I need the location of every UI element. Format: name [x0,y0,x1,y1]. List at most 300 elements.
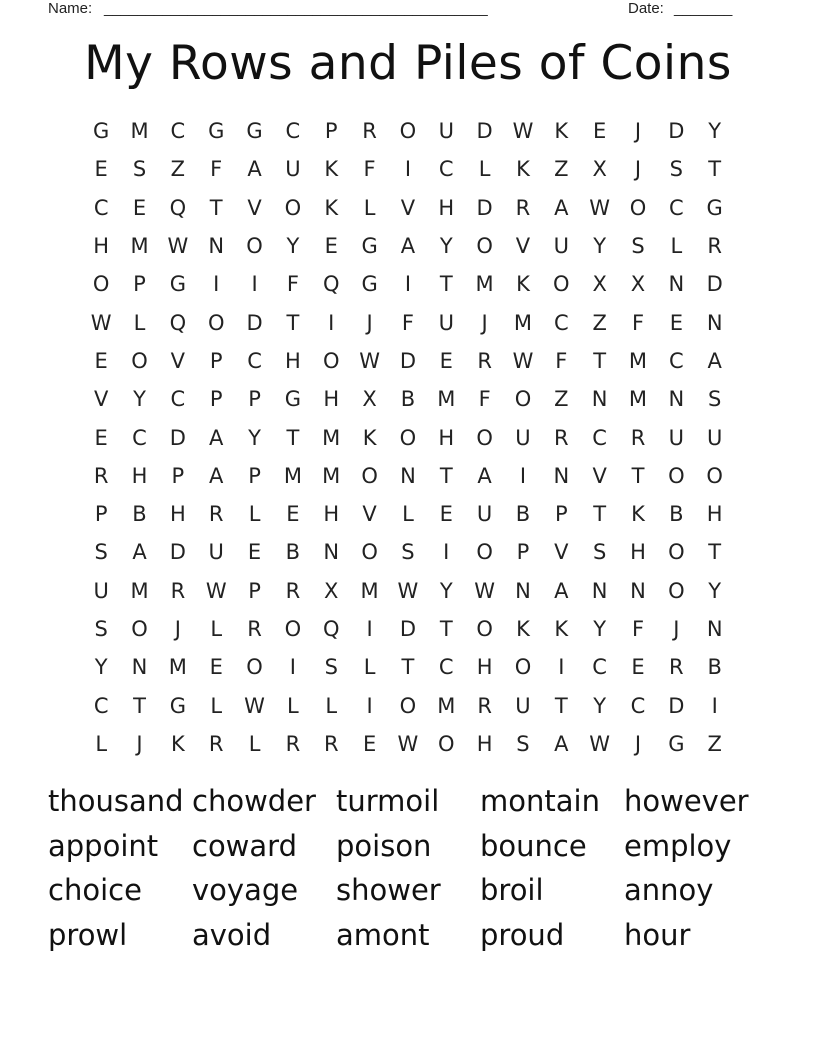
grid-letter: V [362,502,377,527]
grid-letter: T [133,693,146,718]
grid-letter: Z [707,731,722,756]
grid-letter: B [669,502,684,527]
grid-letter: V [554,540,569,565]
name-blank-line: ______________________________________________ [104,0,488,17]
grid-letter: H [323,387,340,412]
grid-letter: J [673,617,680,641]
grid-letter: Y [708,578,722,603]
grid-letter: I [404,272,412,297]
word-bank-item: thousand [48,784,184,818]
grid-letter: O [553,272,570,297]
grid-letter: A [554,578,569,603]
grid-letter: P [94,502,108,527]
grid-letter: A [132,540,147,565]
grid-letter: H [131,463,148,488]
grid-letter: S [94,540,108,565]
grid-letter: W [474,578,495,603]
word-bank-item: voyage [192,873,299,908]
grid-letter: L [133,310,146,335]
grid-letter: Y [439,234,453,259]
grid-letter: F [363,157,376,182]
grid-letter: K [554,617,569,641]
grid-letter: Y [708,119,722,144]
grid-letter: V [592,463,607,488]
grid-letter: S [516,731,530,756]
grid-letter: C [553,310,569,335]
grid-letter: N [323,540,340,565]
grid-letter: M [322,463,341,488]
word-bank-item: annoy [624,873,714,908]
grid-letter: E [669,310,683,335]
grid-letter: E [593,119,607,144]
grid-letter: E [439,348,453,373]
grid-letter: D [476,195,493,220]
grid-letter: C [247,348,262,373]
grid-letter: J [136,731,143,756]
grid-letter: U [208,540,224,565]
grid-letter: A [554,731,569,756]
grid-letter: O [476,617,493,641]
grid-letter: O [399,425,417,450]
grid-letter: B [515,502,531,527]
grid-letter: F [631,617,645,641]
grid-letter: P [554,502,568,527]
word-bank-item: employ [624,828,732,863]
grid-letter: N [668,387,685,412]
grid-letter: S [401,540,415,565]
grid-letter: E [94,157,108,182]
grid-letter: T [439,272,453,297]
grid-letter: R [285,731,301,756]
grid-letter: T [708,540,722,565]
grid-letter: V [400,195,416,220]
grid-letter: V [515,234,531,259]
grid-letter: G [706,195,723,220]
grid-letter: W [90,310,112,335]
grid-letter: Q [169,310,187,335]
grid-letter: S [132,157,147,182]
grid-letter: O [668,578,685,603]
grid-letter: W [397,731,419,756]
grid-letter: O [706,463,723,488]
grid-letter: N [553,463,570,488]
grid-letter: R [630,425,646,450]
grid-letter: I [711,693,718,718]
grid-letter: N [706,617,723,641]
word-bank-item: montain [480,784,600,818]
grid-letter: S [592,540,607,565]
grid-letter: R [93,463,109,488]
grid-letter: Z [554,157,569,182]
grid-letter: O [668,540,685,565]
grid-letter: L [287,693,299,718]
grid-letter: J [174,617,181,641]
grid-letter: M [283,463,302,488]
grid-letter: T [439,617,453,641]
grid-letter: O [438,731,455,756]
word-bank-item: chowder [192,784,316,818]
worksheet-header [48,0,748,20]
grid-letter: R [515,195,531,220]
word-bank-item: proud [480,918,565,953]
grid-letter: L [210,693,223,718]
grid-letter: F [210,157,223,182]
grid-letter: Y [133,387,146,412]
grid-letter: E [324,234,338,259]
grid-letter: R [477,348,492,373]
grid-letter: J [481,310,488,335]
grid-letter: N [668,272,685,297]
grid-letter: I [404,157,412,182]
grid-letter: H [169,502,186,527]
grid-letter: R [208,502,224,527]
grid-letter: U [553,234,569,259]
grid-letter: R [477,693,492,718]
grid-letter: P [248,578,261,603]
grid-letter: M [168,655,187,680]
grid-letter: E [439,502,453,527]
grid-letter: T [209,195,223,220]
grid-letter: Z [554,387,569,412]
page-title: My Rows and Piles of Coins [84,36,732,91]
grid-letter: B [132,502,147,527]
grid-letter: E [362,731,377,756]
grid-letter: Q [322,617,340,641]
grid-letter: R [707,234,722,259]
grid-letter: L [478,157,491,182]
grid-letter: R [323,731,339,756]
grid-letter: G [169,693,186,718]
grid-letter: O [629,195,647,220]
grid-letter: C [170,119,186,144]
grid-letter: R [362,119,377,144]
grid-letter: L [363,655,376,680]
grid-letter: H [476,655,493,680]
grid-letter: W [205,578,227,603]
word-bank-item: poison [336,828,432,863]
grid-letter: U [515,425,531,450]
grid-letter: O [131,348,148,373]
grid-letter: G [93,119,110,144]
grid-letter: L [210,617,223,641]
grid-letter: W [167,234,189,259]
grid-letter: X [630,272,646,297]
grid-letter: C [592,425,607,450]
grid-letter: H [93,234,110,259]
grid-letter: E [94,348,108,373]
grid-letter: T [439,463,453,488]
grid-letter: Y [248,425,261,450]
word-bank-item: amont [336,918,430,953]
grid-letter: U [438,119,454,144]
grid-letter: D [246,310,263,335]
grid-letter: E [247,540,262,565]
word-bank-item: prowl [48,918,128,953]
grid-letter: C [668,195,684,220]
grid-letter: O [207,310,225,335]
word-bank-item: hour [624,918,691,953]
grid-letter: O [476,234,493,259]
grid-letter: J [634,157,642,182]
grid-letter: M [437,693,456,718]
grid-letter: C [285,119,301,144]
grid-letter: U [668,425,685,450]
grid-letter: L [95,731,108,756]
grid-letter: L [248,502,261,527]
grid-letter: O [92,272,110,297]
grid-letter: U [706,425,723,450]
grid-letter: E [209,655,223,680]
grid-letter: P [209,348,223,373]
grid-letter: P [324,119,338,144]
grid-letter: Y [94,655,108,680]
grid-letter: E [631,655,645,680]
grid-letter: N [515,578,531,603]
grid-letter: O [399,693,417,718]
word-bank-item: broil [480,873,544,908]
grid-letter: X [324,578,339,603]
grid-letter: M [130,234,149,259]
grid-letter: U [438,310,454,335]
grid-letter: M [437,387,456,412]
grid-letter: G [361,272,378,297]
grid-letter: C [630,693,646,718]
grid-letter: P [209,387,223,412]
grid-letter: G [668,731,685,756]
grid-letter: S [708,387,722,412]
grid-letter: A [707,348,722,373]
grid-letter: X [592,272,607,297]
grid-letter: B [285,540,301,565]
grid-letter: O [284,617,302,641]
grid-letter: S [94,617,108,641]
grid-letter: I [519,463,527,488]
grid-letter: T [286,425,300,450]
grid-letter: R [170,578,186,603]
grid-letter: O [246,234,263,259]
grid-letter: D [169,425,186,450]
grid-letter: K [324,157,339,182]
grid-letter: N [208,234,225,259]
grid-letter: L [402,502,414,527]
grid-letter: I [366,693,373,718]
grid-letter: I [558,655,565,680]
grid-letter: O [514,387,532,412]
grid-letter: F [286,272,299,297]
grid-letter: A [209,425,224,450]
grid-letter: O [399,119,417,144]
grid-letter: N [131,655,148,680]
grid-letter: G [246,119,263,144]
grid-letter: W [589,731,611,756]
grid-letter: M [513,310,533,335]
grid-letter: T [708,157,722,182]
grid-letter: O [246,655,263,680]
grid-letter: R [669,655,684,680]
grid-letter: U [515,693,531,718]
grid-letter: N [591,578,608,603]
grid-letter: I [328,310,335,335]
grid-letter: M [475,272,494,297]
grid-letter: J [634,731,642,756]
grid-letter: A [247,157,262,182]
grid-letter: C [438,157,454,182]
grid-letter: U [93,578,109,603]
grid-letter: D [399,617,416,641]
grid-letter: K [554,119,569,144]
grid-letter: Q [322,272,340,297]
grid-letter: M [628,348,648,373]
grid-letter: U [476,502,493,527]
grid-letter: R [208,731,224,756]
grid-letter: O [322,348,340,373]
grid-letter: N [630,578,646,603]
grid-letter: O [476,425,493,450]
grid-letter: V [170,348,186,373]
word-bank-item: bounce [480,828,587,863]
grid-letter: J [366,310,373,335]
grid-letter: U [285,157,301,182]
grid-letter: I [366,617,373,641]
grid-letter: H [284,348,301,373]
grid-letter: F [478,387,491,412]
grid-letter: P [516,540,530,565]
grid-letter: D [706,272,723,297]
grid-letter: G [361,234,378,259]
grid-letter: X [592,157,607,182]
grid-letter: C [132,425,147,450]
grid-letter: I [251,272,258,297]
grid-letter: T [593,348,607,373]
grid-letter: L [325,693,338,718]
grid-letter: E [286,502,300,527]
grid-letter: I [213,272,220,297]
grid-letter: B [707,655,722,680]
grid-letter: E [132,195,147,220]
grid-letter: L [363,195,376,220]
grid-letter: H [323,502,340,527]
grid-letter: F [401,310,414,335]
grid-letter: C [592,655,607,680]
grid-letter: C [170,387,186,412]
word-bank [48,779,788,958]
grid-letter: A [400,234,416,259]
grid-letter: P [248,387,261,412]
grid-letter: W [397,578,419,603]
grid-letter: F [555,348,568,373]
grid-letter: N [706,310,723,335]
grid-letter: G [284,387,302,412]
grid-letter: P [248,463,261,488]
grid-letter: D [476,119,493,144]
grid-letter: T [631,463,645,488]
word-bank-item: avoid [192,918,272,953]
grid-letter: P [171,463,185,488]
grid-letter: O [284,195,302,220]
grid-letter: K [170,731,185,756]
grid-letter: I [289,655,296,680]
grid-letter: M [130,578,149,603]
word-bank-item: turmoil [336,784,440,818]
grid-letter: F [631,310,645,335]
grid-letter: Q [169,195,187,220]
grid-letter: Y [286,234,300,259]
date-blank-line: _______ [674,0,733,17]
grid-letter: Y [593,617,607,641]
grid-letter: T [554,693,568,718]
grid-letter: N [591,387,608,412]
grid-letter: T [286,310,300,335]
grid-letter: K [516,157,530,182]
word-bank-item: choice [48,873,142,908]
word-search-grid [82,112,734,763]
grid-letter: J [634,119,642,144]
grid-letter: H [706,502,723,527]
grid-letter: O [514,655,532,680]
word-bank-item: appoint [48,828,159,863]
grid-letter: H [438,425,455,450]
grid-letter: C [93,195,109,220]
grid-letter: K [516,617,530,641]
grid-letter: T [593,502,607,527]
grid-letter: D [668,119,685,144]
grid-letter: Y [439,578,453,603]
grid-letter: O [361,463,378,488]
grid-letter: H [630,540,646,565]
grid-letter: X [362,387,377,412]
grid-letter: R [554,425,569,450]
grid-letter: H [438,195,455,220]
grid-letter: Z [592,310,607,335]
grid-letter: A [209,463,224,488]
grid-letter: R [285,578,301,603]
word-bank-item: shower [336,873,441,908]
grid-letter: S [324,655,338,680]
grid-letter: O [668,463,685,488]
grid-letter: M [628,387,648,412]
word-bank-item: however [624,784,749,818]
grid-letter: C [93,693,109,718]
grid-letter: L [248,731,261,756]
grid-letter: T [401,655,415,680]
grid-letter: W [244,693,265,718]
grid-letter: N [400,463,416,488]
grid-letter: Z [170,157,186,182]
grid-letter: C [438,655,454,680]
grid-letter: V [93,387,109,412]
grid-letter: S [631,234,645,259]
grid-letter: G [169,272,186,297]
grid-letter: K [516,272,530,297]
grid-letter: M [130,119,149,144]
word-bank-item: coward [192,828,297,863]
grid-letter: Y [593,693,607,718]
grid-letter: O [361,540,378,565]
grid-letter: D [399,348,416,373]
grid-letter: E [94,425,108,450]
grid-letter: S [669,157,683,182]
grid-letter: K [324,195,339,220]
grid-letter: Y [593,234,607,259]
grid-letter: V [247,195,262,220]
grid-letter: A [477,463,492,488]
grid-letter: B [400,387,416,412]
grid-letter: K [631,502,645,527]
grid-letter: K [362,425,377,450]
date-label: Date: [628,0,664,17]
grid-letter: O [131,617,148,641]
grid-letter: O [476,540,493,565]
